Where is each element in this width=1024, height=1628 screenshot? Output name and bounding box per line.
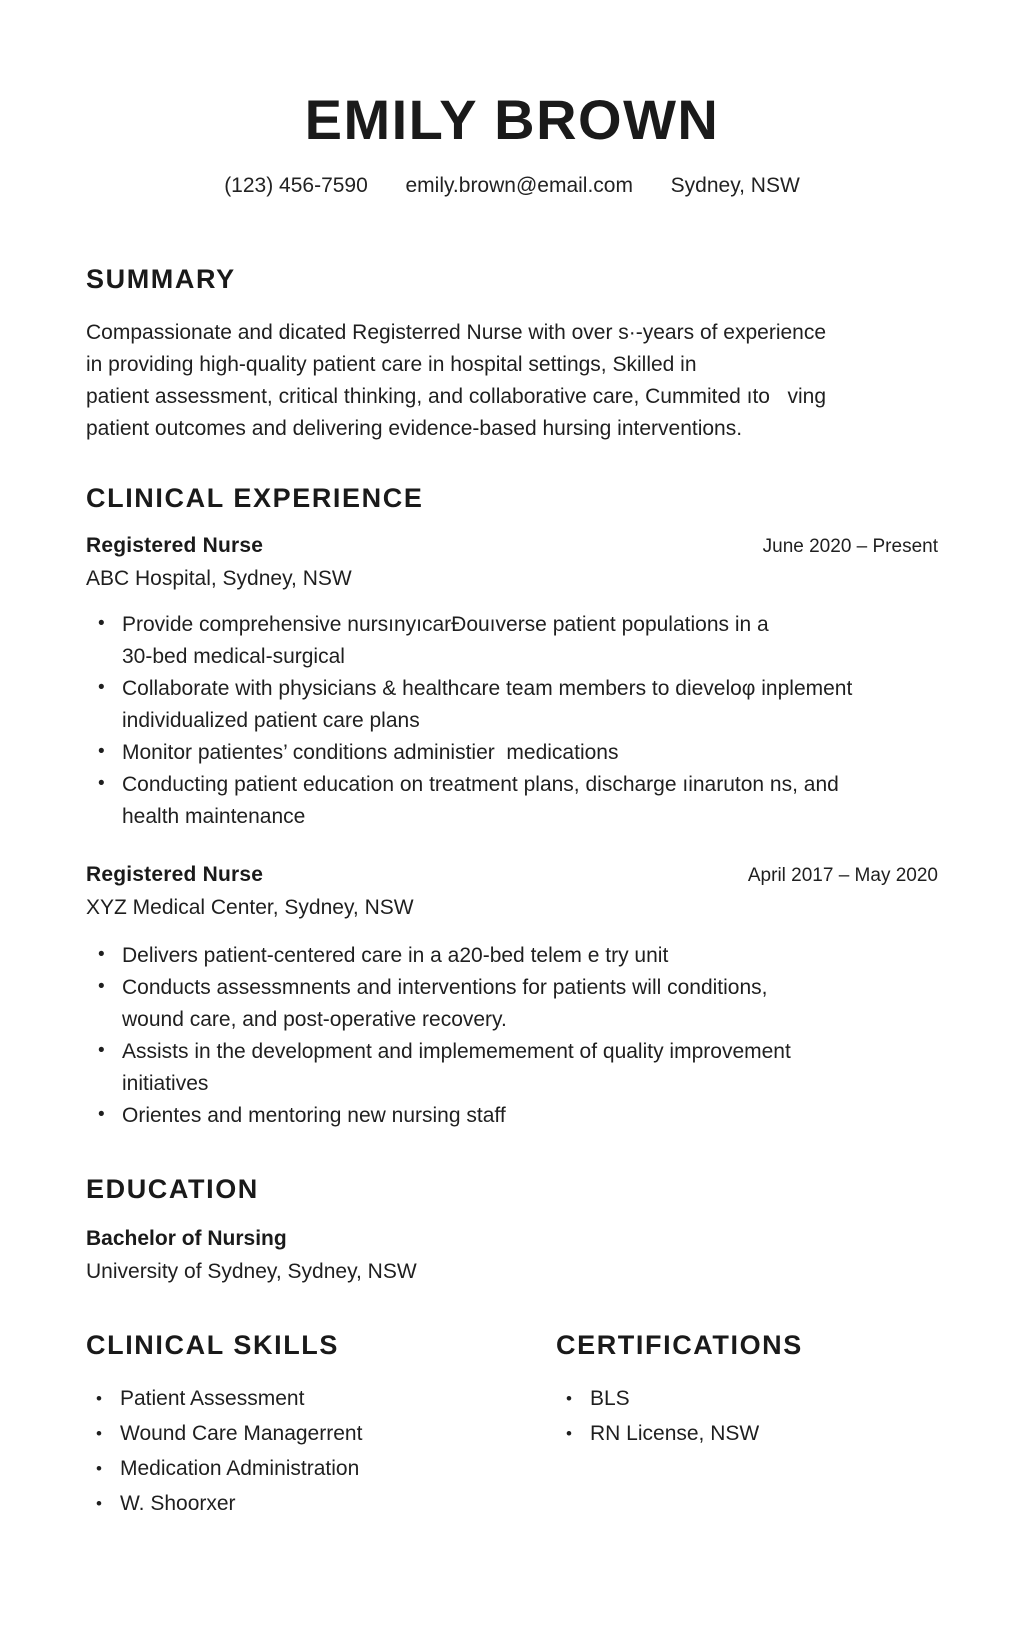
list-item	[122, 737, 938, 769]
job-title: Registered Nurse	[86, 863, 264, 886]
list-item	[122, 972, 938, 1036]
clinical-skills-column	[86, 1330, 556, 1521]
bullet-line: • Assists in the development and implememement of quality improvement	[122, 1040, 791, 1063]
list-item: • W. Shoorxer	[120, 1486, 556, 1521]
section-heading-certifications: CERTIFICATIONS	[556, 1330, 803, 1360]
bullet-line: • Orientes and mentoring new nursing staff	[122, 1104, 506, 1127]
list-item: • RN License, NSW	[590, 1416, 938, 1451]
section-heading-clinical-skills: CLINICAL SKILLS	[86, 1330, 339, 1360]
job-organization: XYZ Medical Center, Sydney, NSW	[86, 896, 414, 919]
bullet-line: wound care, and post-operative recovery.	[122, 1008, 507, 1031]
experience-entry	[86, 863, 938, 1132]
list-item	[122, 1036, 938, 1100]
certifications-column	[556, 1330, 938, 1521]
summary-line: patient outcomes and delivering evidence-based hursing interventions.	[86, 417, 743, 440]
experience-entry-header	[86, 863, 938, 887]
education-degree: Bachelor of Nursing	[86, 1227, 287, 1250]
experience-entry	[86, 534, 938, 833]
bullet-line: • Conducting patient education on treatment plans, discharge ıinaruton ns, and	[122, 773, 839, 796]
list-item	[122, 673, 938, 737]
bullet-line: individualized patient care plans	[122, 709, 420, 732]
bullet-line: • Monitor patientes’ conditions administier medications	[122, 741, 619, 764]
job-bullet-list	[86, 940, 938, 1132]
contact-line	[86, 174, 938, 198]
certifications-list	[556, 1381, 938, 1451]
section-heading-summary: SUMMARY	[86, 264, 236, 294]
job-title: Registered Nurse	[86, 534, 264, 557]
section-heading-clinical-experience: CLINICAL EXPERIENCE	[86, 483, 424, 513]
bullet-line: initiatives	[122, 1072, 209, 1095]
job-dates: April 2017 – May 2020	[747, 865, 938, 886]
list-item: • Patient Assessment	[120, 1381, 556, 1416]
job-bullet-list	[86, 609, 938, 833]
bottom-columns	[86, 1330, 938, 1521]
bullet-line: • Delivers patient-centered care in a a20-bed telem e try unit	[122, 944, 669, 967]
resume-page	[0, 88, 1024, 1628]
clinical-skills-list	[86, 1381, 556, 1521]
list-item: • Medication Administration	[120, 1451, 556, 1486]
summary-line: Compassionate and dicated Registerred Nurse with over s·-years of experience	[86, 321, 827, 344]
bullet-line: 30-bed medical-surgical	[122, 645, 345, 668]
bullet-line: • Provide comprehensive nursınyıcarÐouıverse patient populations in a	[122, 613, 769, 636]
bullet-line: • Collaborate with physicians & healthcare team members to dieveloφ inplement	[122, 677, 853, 700]
list-item	[122, 1100, 938, 1132]
list-item: • BLS	[590, 1381, 938, 1416]
list-item	[122, 940, 938, 972]
job-dates: June 2020 – Present	[762, 536, 938, 557]
bullet-line: • Conducts assessmnents and interventions for patients will conditions,	[122, 976, 768, 999]
education-school: University of Sydney, Sydney, NSW	[86, 1260, 417, 1283]
summary-text	[86, 317, 938, 445]
list-item	[122, 609, 938, 673]
job-organization: ABC Hospital, Sydney, NSW	[86, 567, 352, 590]
list-item: • Wound Care Managerrent	[120, 1416, 556, 1451]
list-item	[122, 769, 938, 833]
summary-line: patient assessment, critical thinking, and collaborative care, Cummited ıto ving	[86, 385, 827, 408]
contact-phone: (123) 456-7590	[224, 174, 368, 197]
section-heading-education: EDUCATION	[86, 1174, 259, 1204]
bullet-line: health maintenance	[122, 805, 306, 828]
candidate-name: EMILY BROWN	[304, 88, 720, 151]
summary-line: in providing high-quality patient care in hospital settings, Skilled in	[86, 353, 697, 376]
experience-entry-header	[86, 534, 938, 558]
contact-location: Sydney, NSW	[670, 174, 800, 197]
contact-email: emily.brown@email.com	[405, 174, 633, 197]
